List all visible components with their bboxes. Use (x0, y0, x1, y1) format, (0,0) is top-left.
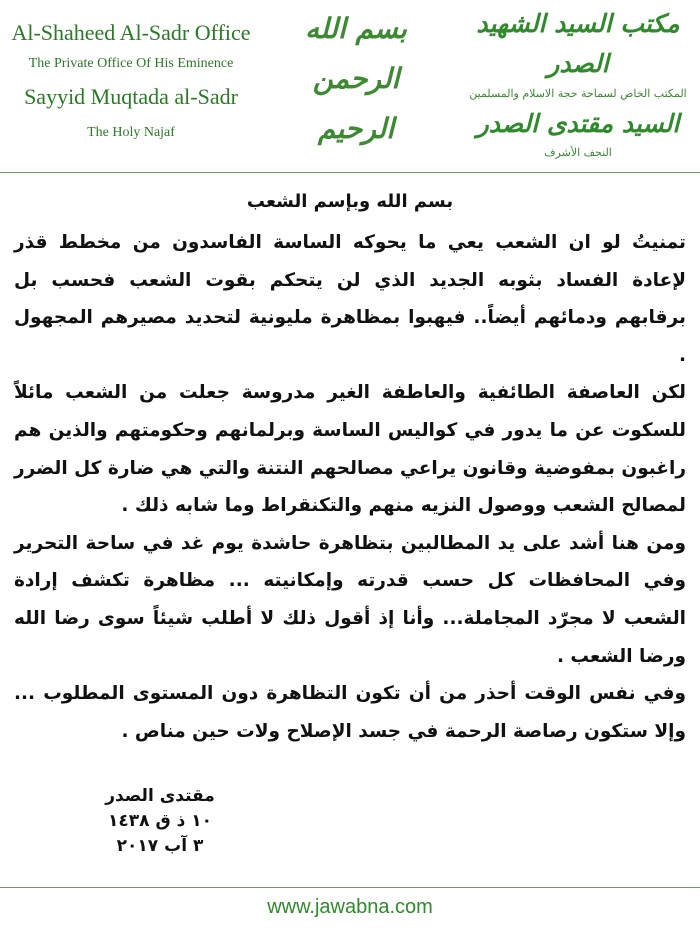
letter-paragraph: ومن هنا أشد على يد المطالبين بتظاهرة حاشدة يوم غد في ساحة التحرير وفي المحافظات كل حسب قدرته وإمكانيته ... مظاهرة تكشف إرادة الشعب لا مجرّد المجاملة... وأنا إذ أقول ذلك لا أطلب شيئاً سوى رضا الله ورضا الشعب . (14, 532, 686, 667)
najaf-english: The Holy Najaf (87, 125, 175, 140)
letter-paragraph: وفي نفس الوقت أحذر من أن تكون التظاهرة دون المستوى المطلوب ... وإلا ستكون رصاصة الرحمة في جسد الإصلاح ولات حين مناص . (14, 683, 686, 742)
letter-paragraph: تمنيتُ لو ان الشعب يعي ما يحوكه الساسة الفاسدون من مخطط قذر لإعادة الفساد بثوبه الجديد الذي لن يتحكم بقوت الشعب فحسب بل برقابهم ودمائهم أيضاً.. فيهبوا بمظاهرة مليونية لتحديد مصيرهم المجهول . (14, 232, 686, 366)
office-name-arabic: مكتب السيد الشهيد الصدر (476, 9, 680, 78)
najaf-arabic: النجف الأشرف (544, 146, 612, 159)
sayyid-name-arabic: السيد مقتدى الصدر (476, 109, 680, 138)
english-letterhead (0, 18, 262, 144)
letter-greeting: بسم الله وبإسم الشعب (246, 191, 454, 212)
gregorian-date: ٣ آب ٢٠١٧ (116, 836, 204, 856)
office-name-english: Al-Shaheed Al-Sadr Office (11, 20, 251, 45)
letter-body (14, 180, 686, 750)
letter-paragraph: لكن العاصفة الطائفية والعاطفة الغير مدروسة جعلت من الشعب مائلاً للسكوت عن ما يدور في كواليس الساسة وبرلمانهم وحكومتهم والذين هم راغبون بمفوضية وقانون يراعي مصالحهم النتنة والتي هي ضارة كل الضرر لمصالح الشعب ووصول النزيه منهم والتكنقراط وما شابه ذلك . (14, 382, 686, 517)
signatory-name: مقتدى الصدر (105, 786, 215, 806)
header-divider (0, 172, 700, 173)
signature-block (100, 784, 220, 859)
private-office-arabic: المكتب الخاص لسماحة حجة الاسلام والمسلمين (469, 87, 687, 100)
website-footer: www.jawabna.com (267, 896, 433, 918)
sayyid-name-english: Sayyid Muqtada al-Sadr (24, 84, 238, 109)
footer-divider (0, 887, 700, 888)
basmala-calligraphy: بسم الله الرحمن الرحيم (305, 12, 407, 145)
private-office-english: The Private Office Of His Eminence (28, 56, 234, 71)
arabic-letterhead-logo (464, 4, 692, 162)
hijri-date: ١٠ ذ ق ١٤٣٨ (108, 811, 212, 831)
letterhead (0, 0, 700, 172)
